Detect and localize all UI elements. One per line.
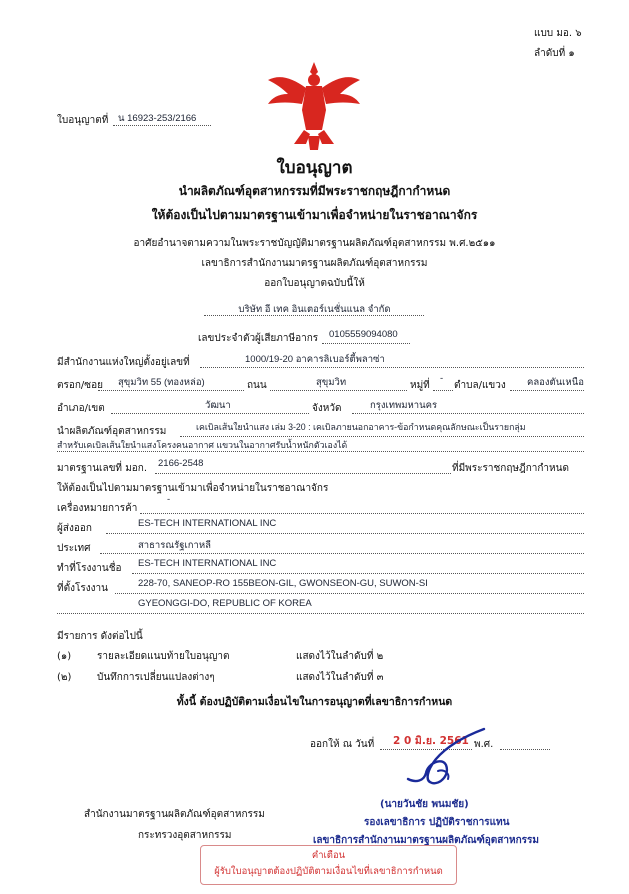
country-value: สาธารณรัฐเกาหลี (138, 540, 211, 551)
document-title: ใบอนุญาต (276, 158, 353, 178)
warning-title: คำเตือน (311, 850, 346, 861)
standard-value: 2166-2548 (158, 458, 204, 469)
item-1-text: รายละเอียดแนบท้ายใบอนุญาต (97, 651, 230, 662)
office-label: มีสำนักงานแห่งใหญ่ตั้งอยู่เลขที่ (57, 357, 190, 368)
company-name: บริษัท อี เทค อินเตอร์เนชั่นแนล จำกัด (238, 304, 391, 315)
license-number-label: ใบอนุญาตที่ (57, 115, 109, 126)
sender-value: ES-TECH INTERNATIONAL INC (138, 518, 277, 529)
item-1-number: (๑) (57, 651, 72, 662)
agency-line-1: สำนักงานมาตรฐานผลิตภัณฑ์อุตสาหกรรม (84, 809, 265, 820)
heading-line-1: นำผลิตภัณฑ์อุตสาหกรรมที่มีพระราชกฤษฎีกากำหนด (178, 184, 451, 198)
issued-year-label: พ.ศ. (474, 739, 494, 750)
office-value: 1000/19-20 อาคารลิเบอร์ตี้พลาซ่า (245, 354, 385, 365)
warning-text: ผู้รับใบอนุญาตต้องปฏิบัติตามเงื่อนไขที่เลขาธิการกำหนด (214, 866, 443, 877)
road-label: ถนน (247, 380, 267, 391)
product-value-2: สำหรับเคเบิลเส้นใยนำแสงโครงคนอากาศ แขวนในอากาศรับน้ำหนักตัวเองได้ (57, 440, 348, 450)
tax-id-value: 0105559094080 (329, 329, 398, 340)
sender-label: ผู้ส่งออก (57, 523, 92, 534)
road-value: สุขุมวิท (316, 377, 347, 388)
authority-line-2: เลขาธิการสำนักงานมาตรฐานผลิตภัณฑ์อุตสาหกรรม (201, 258, 428, 269)
moo-value: - (440, 373, 444, 384)
signature-icon (398, 725, 498, 795)
location-label: ที่ตั้งโรงงาน (57, 583, 108, 594)
issued-date-label: ออกให้ ณ วันที่ (310, 739, 375, 750)
items-intro: มีรายการ ดังต่อไปนี้ (57, 631, 143, 642)
item-2-text: บันทึกการเปลี่ยนแปลงต่างๆ (97, 672, 215, 683)
tambon-label: ตำบล/แขวง (454, 380, 506, 391)
product-value-1: เคเบิลเส้นใยนำแสง เล่ม 3-20 : เคเบิลภายนอกอาคาร-ข้อกำหนดคุณลักษณะเป็นรายกลุ่ม (196, 422, 526, 432)
form-code: แบบ มอ. ๖ (534, 28, 582, 39)
amphoe-label: อำเภอ/เขต (57, 403, 105, 414)
form-sequence: ลำดับที่ ๑ (534, 48, 575, 59)
product-label: นำผลิตภัณฑ์อุตสาหกรรม (57, 426, 167, 437)
signer-position: รองเลขาธิการ ปฏิบัติราชการแทน (364, 817, 510, 828)
condition-text: ทั้งนี้ ต้องปฏิบัติตามเงื่อนไขในการอนุญาตที่เลขาธิการกำหนด (176, 696, 453, 708)
factory-label: ทำที่โรงงานชื่อ (57, 563, 122, 574)
province-value: กรุงเทพมหานคร (370, 400, 438, 411)
agency-line-2: กระทรวงอุตสาหกรรม (138, 830, 232, 841)
amphoe-value: วัฒนา (205, 400, 231, 411)
item-1-ref: แสดงไว้ในลำดับที่ ๒ (296, 651, 384, 662)
issued-date-stamp: 2 0 มิ.ย. 2561 (393, 735, 469, 747)
authority-line-3: ออกใบอนุญาตฉบับนี้ให้ (264, 278, 365, 289)
heading-line-2: ให้ต้องเป็นไปตามมาตรฐานเข้ามาเพื่อจำหน่ายในราชอาณาจักร (151, 208, 478, 222)
garuda-emblem-icon (262, 56, 366, 154)
factory-value: ES-TECH INTERNATIONAL INC (138, 558, 277, 569)
soi-value: สุขุมวิท 55 (ทองหล่อ) (118, 377, 205, 388)
signer-office: เลขาธิการสำนักงานมาตรฐานผลิตภัณฑ์อุตสาหกรรม (313, 835, 539, 846)
authority-line-1: อาศัยอำนาจตามความในพระราชบัญญัติมาตรฐานผลิตภัณฑ์อุตสาหกรรม พ.ศ.๒๕๑๑ (133, 238, 496, 249)
item-2-ref: แสดงไว้ในลำดับที่ ๓ (296, 672, 384, 683)
location-value-1: 228-70, SANEOP-RO 155BEON-GIL, GWONSEON-GU, SUWON-SI (138, 578, 428, 589)
province-label: จังหวัด (312, 403, 342, 414)
tambon-value: คลองตันเหนือ (527, 377, 584, 388)
standard-label: มาตรฐานเลขที่ มอก. (57, 463, 148, 474)
country-label: ประเทศ (57, 543, 91, 554)
trademark-value: - (167, 494, 171, 505)
signer-name: (นายวันชัย พนมชัย) (380, 799, 469, 810)
license-number-value: น 16923-253/2166 (118, 113, 197, 124)
standard-suffix: ที่มีพระราชกฤษฎีกากำหนด (452, 463, 569, 474)
trademark-label: เครื่องหมายการค้า (57, 503, 138, 514)
standard-line-2: ให้ต้องเป็นไปตามมาตรฐานเข้ามาเพื่อจำหน่ายในราชอาณาจักร (57, 483, 329, 494)
tax-id-label: เลขประจำตัวผู้เสียภาษีอากร (198, 333, 319, 344)
soi-label: ตรอก/ซอย (57, 380, 103, 391)
item-2-number: (๒) (57, 672, 72, 683)
moo-label: หมู่ที่ (410, 380, 430, 391)
location-value-2: GYEONGGI-DO, REPUBLIC OF KOREA (138, 598, 312, 609)
